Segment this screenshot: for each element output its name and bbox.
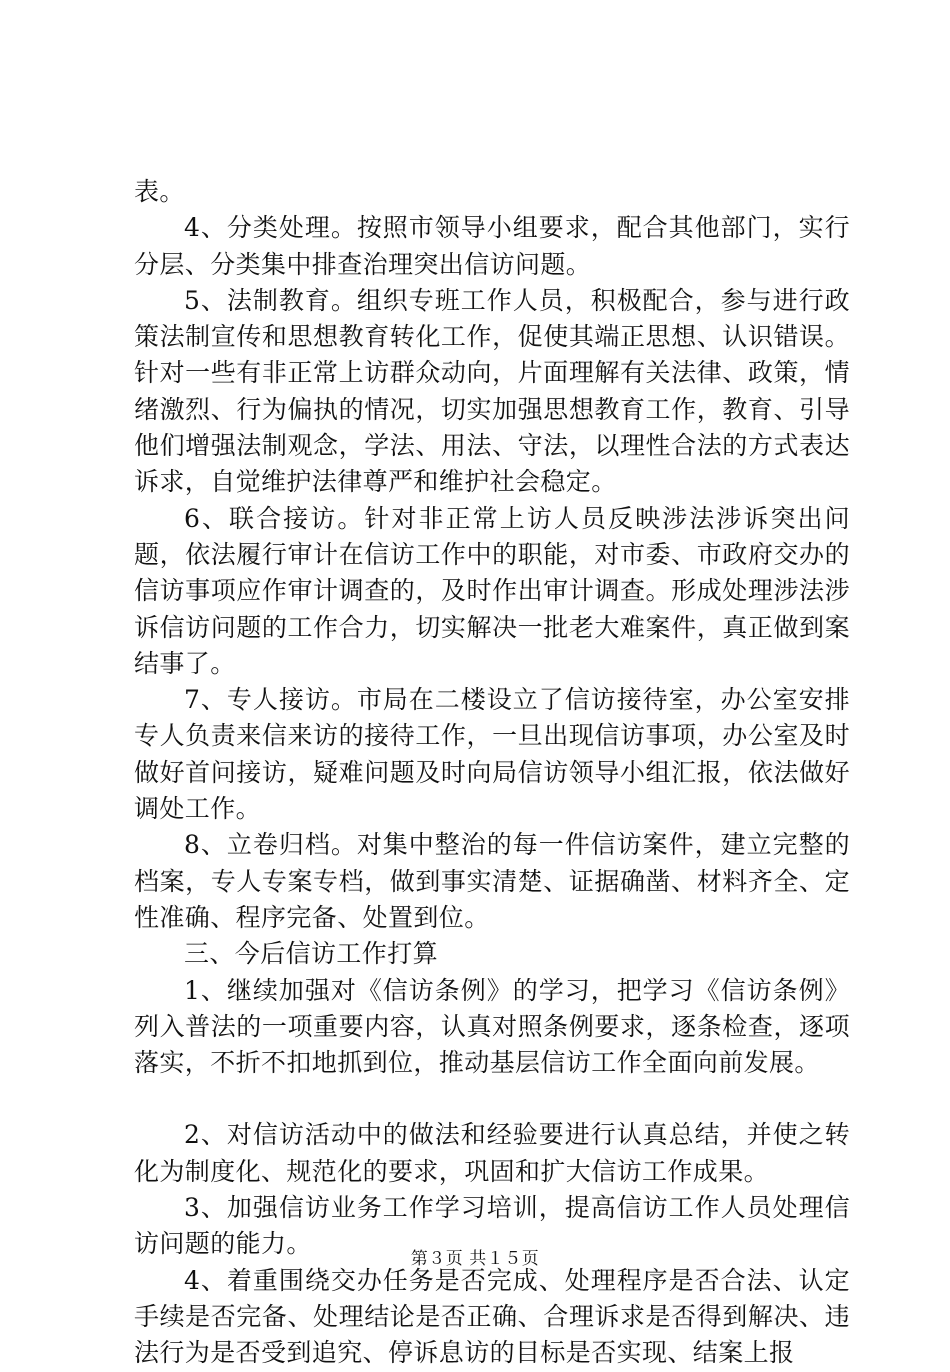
document-body <box>134 174 850 1372</box>
paragraph-item-6: 6、联合接访。针对非正常上访人员反映涉法涉诉突出问题，依法履行审计在信访工作中的职能，对市委、市政府交办的信访事项应作审计调查的，及时作出审计调查。形成处理涉法涉诉信访问题的工作合力，切实解决一批老大难案件，真正做到案结事了。 <box>134 503 850 678</box>
plan-item-3: 3、加强信访业务工作学习培训，提高信访工作人员处理信访问题的能力。 <box>134 1193 850 1259</box>
plan-item-1: 1、继续加强对《信访条例》的学习，把学习《信访条例》列入普法的一项重要内容，认真对照条例要求，逐条检查，逐项落实，不折不扣地抓到位，推动基层信访工作全面向前发展。 <box>134 975 850 1078</box>
paragraph-item-8: 8、立卷归档。对集中整治的每一件信访案件，建立完整的档案，专人专案专档，做到事实清楚、证据确凿、材料齐全、定性准确、程序完备、处置到位。 <box>134 830 850 932</box>
paragraph-item-7: 7、专人接访。市局在二楼设立了信访接待室，办公室安排专人负责来信来访的接待工作，一旦出现信访事项，办公室及时做好首问接访，疑难问题及时向局信访领导小组汇报，依法做好调处工作。 <box>134 685 850 824</box>
plan-item-2: 2、对信访活动中的做法和经验要进行认真总结，并使之转化为制度化、规范化的要求，巩固和扩大信访工作成果。 <box>134 1120 850 1186</box>
section-heading: 三、今后信访工作打算 <box>184 939 439 969</box>
page-number-label: 第３页 共１５页 <box>410 1249 540 1269</box>
plan-item-4: 4、着重围绕交办任务是否完成、处理程序是否合法、认定手续是否完备、处理结论是否正确、合理诉求是否得到解决、违法行为是否受到追究、停诉息访的目标是否实现、结案上报 <box>134 1265 850 1368</box>
paragraph-item-4: 4、分类处理。按照市领导小组要求，配合其他部门，实行分层、分类集中排查治理突出信访问题。 <box>134 213 850 279</box>
paragraph-item-5: 5、法制教育。组织专班工作人员，积极配合，参与进行政策法制宣传和思想教育转化工作，促使其端正思想、认识错误。针对一些有非正常上访群众动向，片面理解有关法律、政策，情绪激烈、行为偏执的情况，切实加强思想教育工作，教育、引导他们增强法制观念，学法、用法、守法，以理性合法的方式表达诉求，自觉维护法律尊严和维护社会稳定。 <box>134 285 850 497</box>
paragraph-spacer <box>134 1081 850 1117</box>
page-footer <box>0 1244 950 1269</box>
paragraph-continuation: 表。 <box>134 177 185 206</box>
